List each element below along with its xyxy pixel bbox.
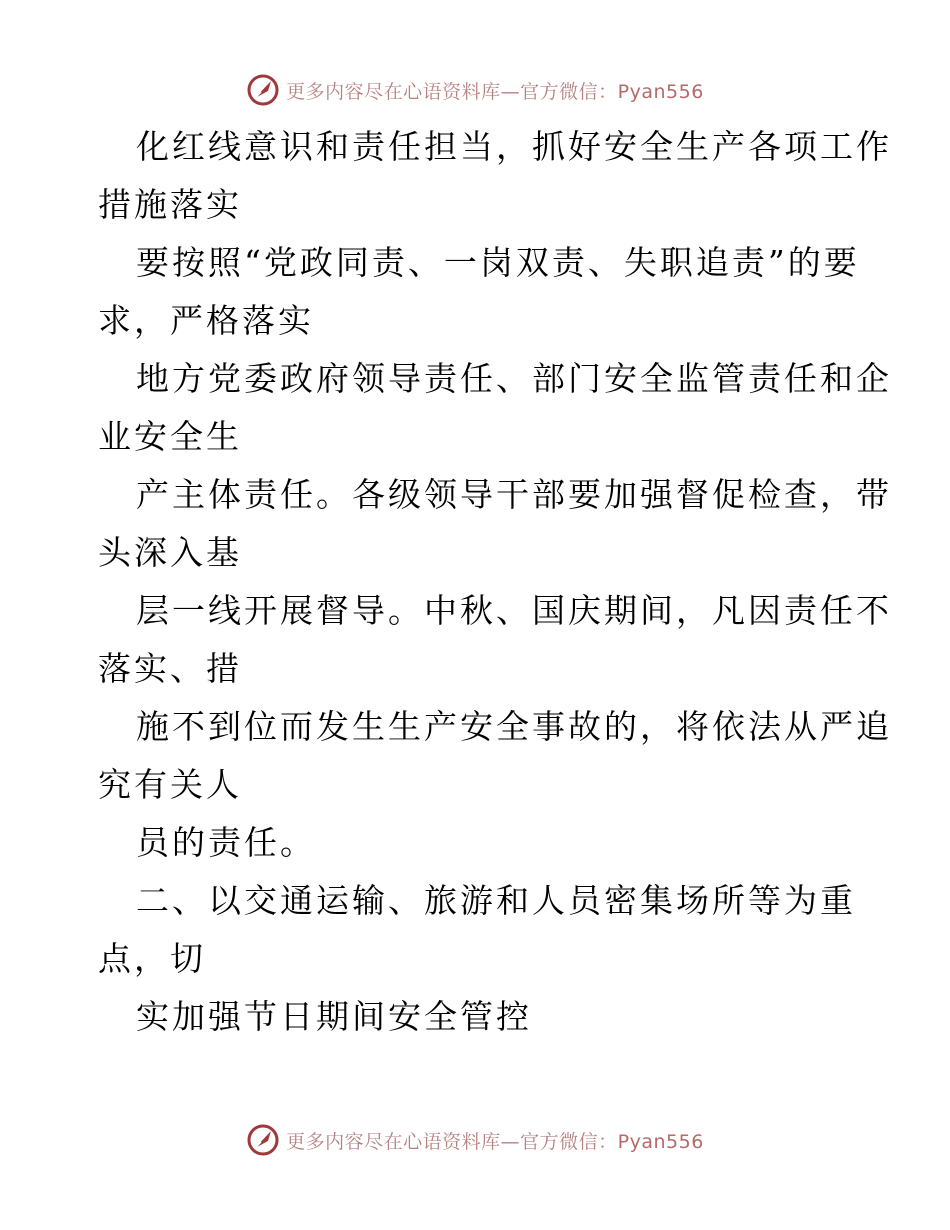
body-line: 求，严格落实	[98, 301, 314, 340]
section-heading-line: 实加强节日期间安全管控	[136, 997, 532, 1036]
quill-logo-icon	[246, 1123, 280, 1157]
body-line: 究有关人	[98, 765, 242, 804]
section-heading-line: 点，切	[98, 939, 206, 978]
body-line: 员的责任。	[136, 823, 316, 862]
footer-watermark	[0, 1120, 950, 1160]
footer-watermark-text: 更多内容尽在心语资料库—官方微信：Pyan556	[286, 1130, 704, 1153]
header-watermark	[0, 70, 950, 110]
body-line: 要按照“党政同责、一岗双责、失职追责”的要	[136, 243, 860, 282]
body-line: 地方党委政府领导责任、部门安全监管责任和企	[136, 359, 892, 398]
body-line: 产主体责任。各级领导干部要加强督促检查，带	[136, 475, 892, 514]
section-heading-line: 二、以交通运输、旅游和人员密集场所等为重	[136, 881, 856, 920]
body-line: 措施落实	[98, 185, 242, 224]
document-body	[98, 118, 892, 1046]
body-line: 落实、措	[98, 649, 242, 688]
body-line: 业安全生	[98, 417, 242, 456]
quill-logo-icon	[246, 73, 280, 107]
body-line: 头深入基	[98, 533, 242, 572]
body-line: 层一线开展督导。中秋、国庆期间，凡因责任不	[136, 591, 892, 630]
header-watermark-text: 更多内容尽在心语资料库—官方微信：Pyan556	[286, 80, 704, 103]
body-line: 化红线意识和责任担当，抓好安全生产各项工作	[136, 127, 892, 166]
body-line: 施不到位而发生生产安全事故的，将依法从严追	[136, 707, 892, 746]
